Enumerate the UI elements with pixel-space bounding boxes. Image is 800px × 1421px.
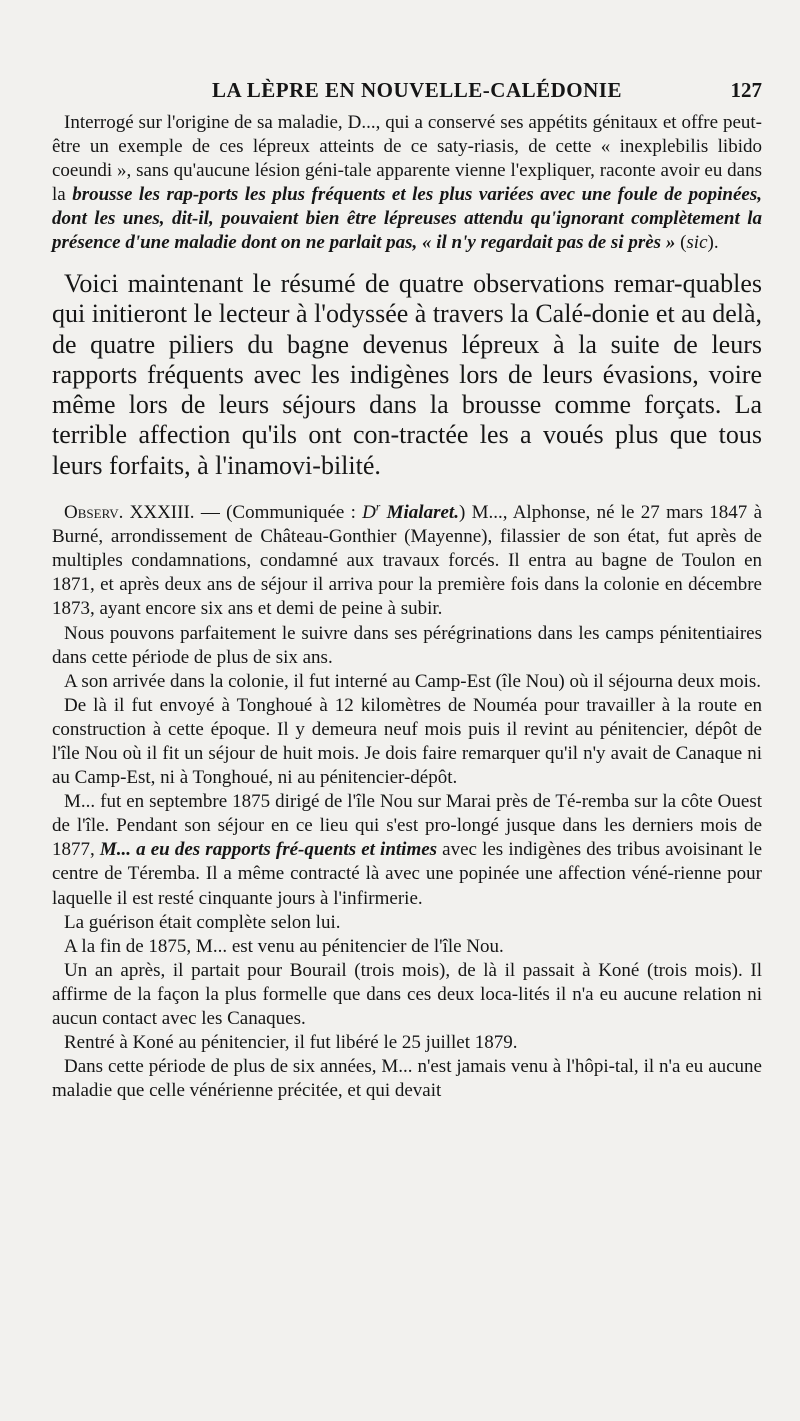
observation-paragraph-6: La guérison était complète selon lui. (64, 911, 341, 933)
page-header (212, 78, 762, 103)
summary-section (52, 269, 762, 481)
observation-paragraph-9: Rentré à Koné au pénitencier, il fut libéré le 25 juillet 1879. (64, 1032, 518, 1054)
observation-label: Observ. (64, 502, 124, 524)
intro-text-1: Interrogé sur l'origine de sa maladie, D..., qui a conservé ses appétits génitaux et offre peut-être un exemple de ces lépreux atteints de ce saty-riasis, de cette « inexplebilis libido coeundi », sans qu'aucune lésion géni-tale apparente vienne l'expliquer, raconte avoir eu dans la (52, 112, 762, 205)
observation-paragraph-10: Dans cette période de plus de six années, M... n'est jamais venu à l'hôpi-tal, il n'a eu aucune maladie que celle vénérienne précitée, et qui devait (52, 1056, 762, 1102)
observation-paragraph-3: A son arrivée dans la colonie, il fut interné au Camp-Est (île Nou) où il séjourna deux mois. (64, 670, 762, 692)
observation-author: Mialaret. (380, 502, 459, 524)
observation-paragraph-8: Un an après, il partait pour Bourail (trois mois), de là il passait à Koné (trois mois). Il affirme de la façon la plus formelle que dans ces deux loca-lités il n'a eu aucune relation ni aucun contact avec les Canaques. (52, 959, 762, 1030)
observation-section (52, 501, 762, 1103)
observation-paragraph-4: De là il fut envoyé à Tonghoué à 12 kilomètres de Nouméa pour travailler à la route en construction à cette époque. Il y demeura neuf mois puis il revint au pénitencier, dépôt de l'île Nou où il fit un séjour de huit mois. Je dois faire remarquer qu'il n'y avait de Canaque ni au Camp-Est, ni à Tonghoué, ni au pénitencier-dépôt. (52, 694, 762, 789)
summary-paragraph: Voici maintenant le résumé de quatre observations remar-quables qui initieront le lecteur à l'odyssée à travers la Calé-donie et au delà, de quatre piliers du bagne devenus lépreux à la suite de leurs rapports fréquents avec les indigènes lors de leurs évasions, voire même lors de leurs séjours dans la brousse comme forçats. La terrible affection qu'ils ont con-tractée les a voués plus que tous leurs forfaits, à l'inamovi-bilité. (52, 269, 763, 480)
intro-italic-2: sic (686, 232, 708, 253)
observation-number: XXXIII. — (Communiquée : (129, 502, 363, 524)
intro-text-2: ( (675, 232, 687, 253)
observation-paragraph-1 (52, 501, 762, 621)
observation-text: ) M..., Alphonse, né le 27 mars 1847 à Burné, arrondissement de Château-Gonthier (Mayenne), filassier de son état, fut après de multiples condamnations, condamné aux travaux forcés. Il entra au bagne de Toulon en 1871, et après deux ans de séjour il arriva pour la première fois dans la colonie en décembre 1873, ayant encore six ans et demi de peine à subir. (52, 502, 763, 620)
observation-paragraph-2: Nous pouvons parfaitement le suivre dans ses pérégrinations dans les camps pénitentiaires dans cette période de plus de six ans. (52, 622, 762, 668)
intro-section (52, 111, 762, 255)
intro-text-3: ). (707, 232, 719, 253)
observation-paragraph-5: M... fut en septembre 1875 dirigé de l'île Nou sur Marai près de Té-remba sur la côte Ouest de l'île. Pendant son séjour en ce lieu qui s'est pro-longé jusque dans les derniers mois de 1877, M... a eu des rapports fré-quents et intimes avec les indigènes des tribus avoisinant le centre de Téremba. Il a même contracté là avec une popinée une affection véné-rienne pour laquelle il est resté cinquante jours à l'infirmerie. (52, 791, 763, 909)
observation-doctor: $D^r$ (362, 501, 381, 524)
observation-paragraph-7: A la fin de 1875, M... est venu au pénitencier de l'île Nou. (64, 935, 504, 957)
page-number: 127 (730, 78, 762, 102)
observation-emphasis: M... a eu des rapports fré-quents et intimes (99, 839, 438, 861)
intro-paragraph (52, 111, 762, 255)
running-title: LA LÈPRE EN NOUVELLE-CALÉDONIE (212, 78, 622, 102)
intro-italic-1: brousse les rap-ports les plus fréquents et les plus variées avec une foule de popinées, dont les unes, dit-il, pouvaient bien être lépreuses attendu qu'ignorant complètement la présence d'une maladie dont on ne parlait pas, « il n'y regardait pas de si près » (52, 184, 762, 253)
